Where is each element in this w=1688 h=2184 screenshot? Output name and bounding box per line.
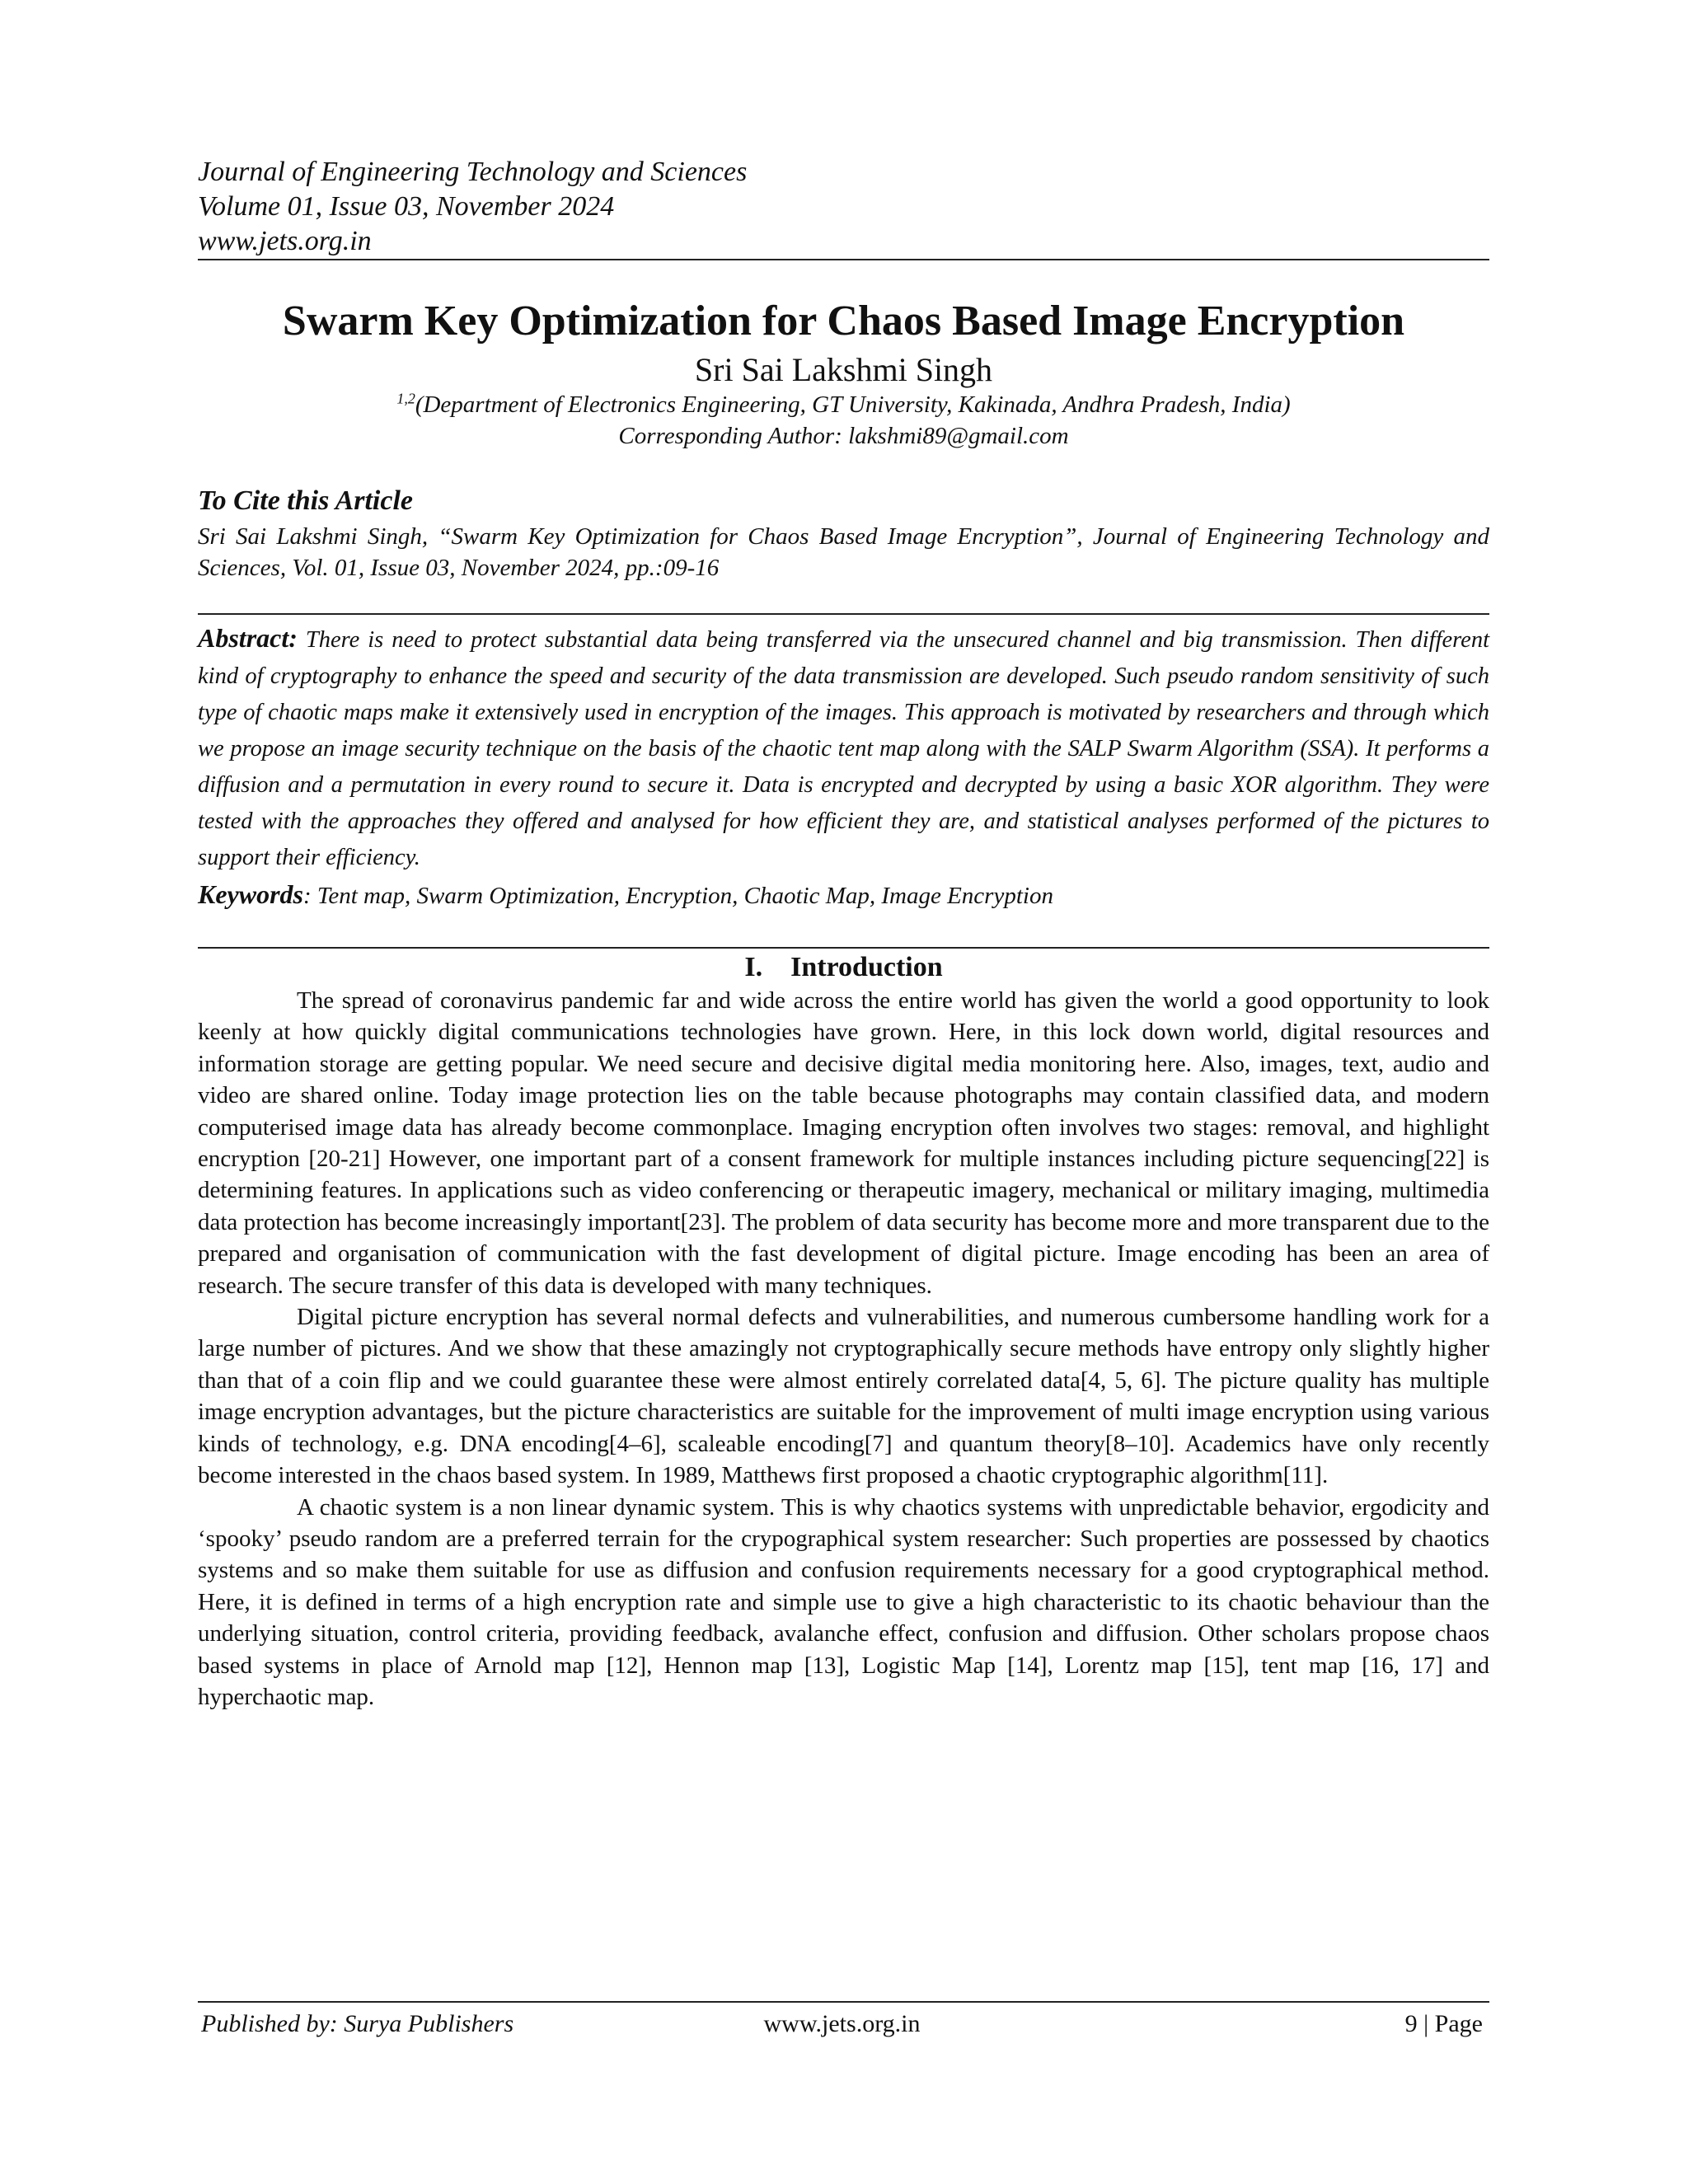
- header-divider: [198, 259, 1489, 260]
- footer-publisher: Published by: Surya Publishers: [201, 2010, 514, 2037]
- page-footer: [198, 2001, 1489, 2041]
- footer-row: [198, 2008, 1489, 2041]
- affiliation-superscript: 1,2: [396, 390, 415, 407]
- journal-volume: Volume 01, Issue 03, November 2024: [198, 191, 615, 222]
- abstract-top-divider: [198, 613, 1489, 615]
- section-divider: [198, 947, 1489, 949]
- intro-paragraph: Digital picture encryption has several normal defects and vulnerabilities, and numerous cumbersome handling work for a large number of pictures. And we show that these amazingly not cryptographically secure methods have entropy only slightly higher than that of a coin flip and we could guarantee these were almost entirely correlated data[4, 5, 6]. The picture quality has multiple image encryption advantages, but the picture characteristics are suitable for the improvement of multi image encryption using various kinds of technology, e.g. DNA encoding[4–6], scaleable encoding[7] and quantum theory[8–10]. Academics have only recently become interested in the chaos based system. In 1989, Matthews first proposed a chaotic cryptographic algorithm[11].: [198, 1304, 1489, 1489]
- abstract-label: Abstract:: [198, 623, 298, 653]
- keywords-label: Keywords: [198, 879, 303, 909]
- keywords-text: : Tent map, Swarm Optimization, Encryption, Chaotic Map, Image Encryption: [303, 883, 1053, 909]
- intro-paragraph: The spread of coronavirus pandemic far and wide across the entire world has given the world a good opportunity to look keenly at how quickly digital communications technologies have grown. Here, in this lock down world, digital resources and information storage are getting popular. We need secure and decisive digital media monitoring here. Also, images, text, audio and video are shared online. Today image protection lies on the table because photographs may contain classified data, and modern computerised image data has already become commonplace. Imaging encryption often involves two stages: removal, and highlight encryption [20-21] However, one important part of a consent framework for multiple instances including picture sequencing[22] is determining features. In applications such as video conferencing or therapeutic imagery, mechanical or military imaging, multimedia data protection has become increasingly important[23]. The problem of data security has become more and more transparent due to the prepared and organisation of communication with the fast development of digital picture. Image encoding has been an area of research. The secure transfer of this data is developed with many techniques.: [198, 987, 1489, 1299]
- footer-divider: [198, 2001, 1489, 2003]
- journal-website[interactable]: www.jets.org.in: [198, 226, 372, 256]
- author-name: Sri Sai Lakshmi Singh: [694, 351, 993, 388]
- cite-text: Sri Sai Lakshmi Singh, “Swarm Key Optimization for Chaos Based Image Encryption”, Journal of Engineering Technology and Sciences, Vol. 01, Issue 03, November 2024, pp.:09-16: [198, 523, 1489, 581]
- footer-website[interactable]: www.jets.org.in: [763, 2010, 921, 2037]
- author-affiliation: [198, 389, 1489, 420]
- footer-page-number: 9 | Page: [1404, 2010, 1483, 2037]
- corresponding-author: Corresponding Author: lakshmi89@gmail.com: [618, 423, 1069, 449]
- intro-paragraph: A chaotic system is a non linear dynamic system. This is why chaotics systems with unpredictable behavior, ergodicity and ‘spooky’ pseudo random are a preferred terrain for the crypographical system researcher: Such properties are possessed by chaotics systems and so make them suitable for use as diffusion and confusion requirements necessary for a good cryptographical method. Here, it is defined in terms of a high encryption rate and simple use to give a high characteristic to its chaotic behaviour than the underlying situation, control criteria, providing feedback, avalanche effect, confusion and diffusion. Other scholars propose chaos based systems in place of Arnold map [12], Hennon map [13], Logistic Map [14], Lorentz map [15], tent map [16, 17] and hyperchaotic map.: [198, 1493, 1489, 1710]
- section-heading-introduction: I. Introduction: [744, 952, 943, 982]
- abstract: [198, 620, 1489, 876]
- journal-name: Journal of Engineering Technology and Sciences: [198, 157, 748, 187]
- cite-heading: To Cite this Article: [198, 485, 414, 516]
- abstract-text: There is need to protect substantial data being transferred via the unsecured channel and big transmission. Then different kind of cryptography to enhance the speed and security of the data transmission are developed. Such pseudo random sensitivity of such type of chaotic maps make it extensively used in encryption of the images. This approach is motivated by researchers and through which we propose an image security technique on the basis of the chaotic tent map along with the SALP Swarm Algorithm (SSA). It performs a diffusion and a permutation in every round to secure it. Data is encrypted and decrypted by using a basic XOR algorithm. They were tested with the approaches they offered and analysed for how efficient they are, and statistical analyses performed of the pictures to support their efficiency.: [198, 627, 1489, 870]
- paper-title: Swarm Key Optimization for Chaos Based Image Encryption: [282, 298, 1405, 344]
- keywords: [198, 876, 1489, 914]
- page-content: [198, 155, 1489, 1713]
- affiliation-text: (Department of Electronics Engineering, GT University, Kakinada, Andhra Pradesh, India): [415, 391, 1291, 418]
